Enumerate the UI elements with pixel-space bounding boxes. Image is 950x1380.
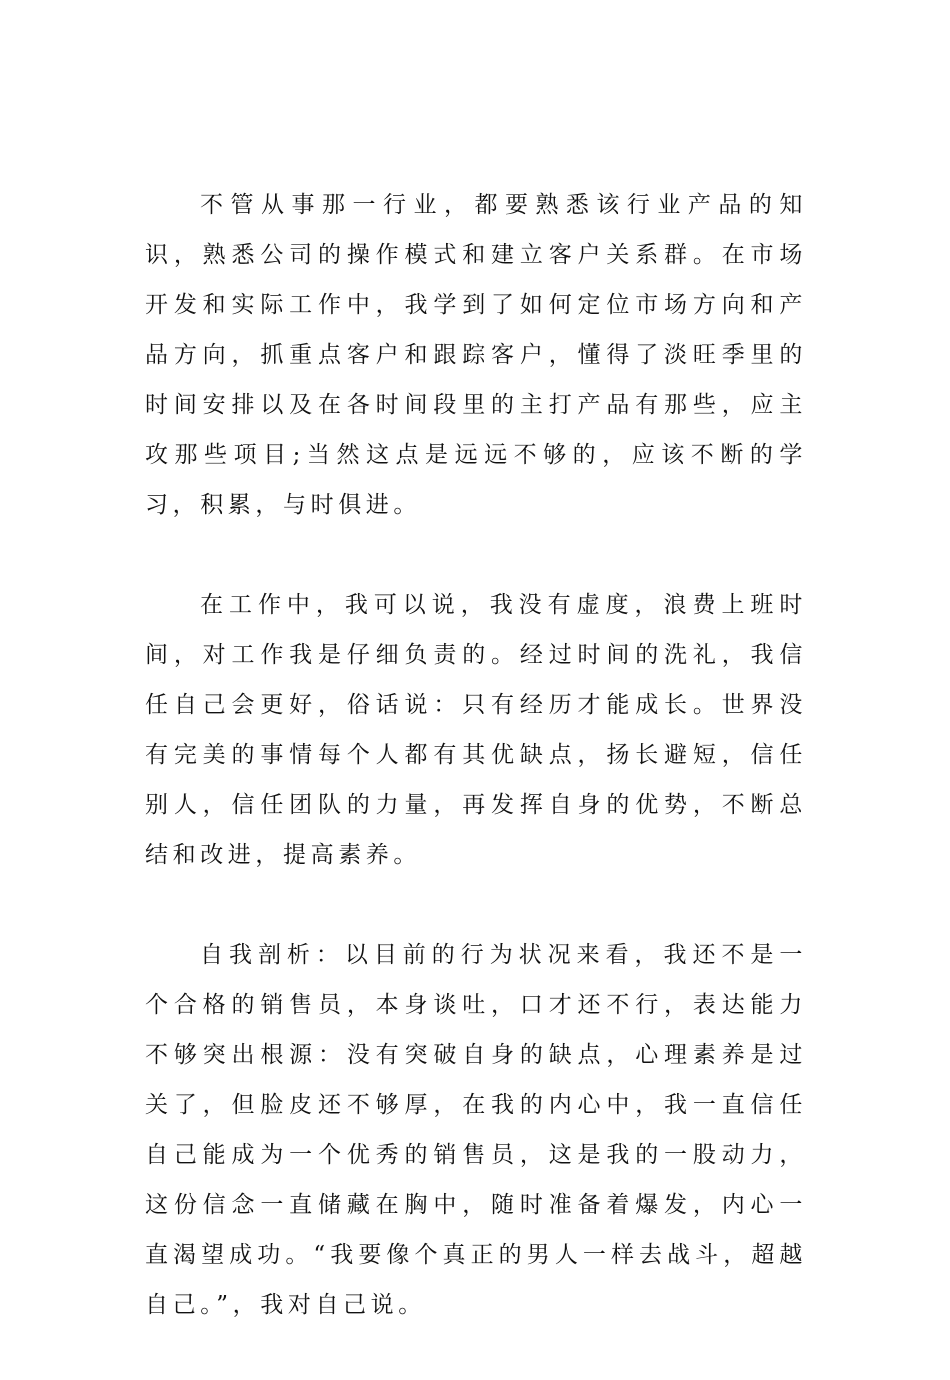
paragraph-work-attitude: 在工作中，我可以说，我没有虚度，浪费上班时间，对工作我是仔细负责的。经过时间的洗礼，我信任自己会更好，俗话说：只有经历才能成长。世界没有完美的事情每个人都有其优缺点，扬长避短，信任别人，信任团队的力量，再发挥自身的优势，不断总结和改进，提高素养。 [145, 592, 807, 868]
paragraph-self-analysis: 自我剖析：以目前的行为状况来看，我还不是一个合格的销售员，本身谈吐，口才还不行，表达能力不够突出根源：没有突破自身的缺点，心理素养是过关了，但脸皮还不够厚，在我的内心中，我一直信任自己能成为一个优秀的销售员，这是我的一股动力，这份信念一直储藏在胸中，随时准备着爆发，内心一直渴望成功。“我要像个真正的男人一样去战斗，超越自己。”，我对自己说。 [145, 942, 807, 1318]
paragraph-industry-knowledge: 不管从事那一行业，都要熟悉该行业产品的知识，熟悉公司的操作模式和建立客户关系群。在市场开发和实际工作中，我学到了如何定位市场方向和产品方向，抓重点客户和跟踪客户，懂得了淡旺季里的时间安排以及在各时间段里的主打产品有那些，应主攻那些项目;当然这点是远远不够的，应该不断的学习，积累，与时俱进。 [145, 192, 807, 518]
document-page [145, 180, 807, 1380]
